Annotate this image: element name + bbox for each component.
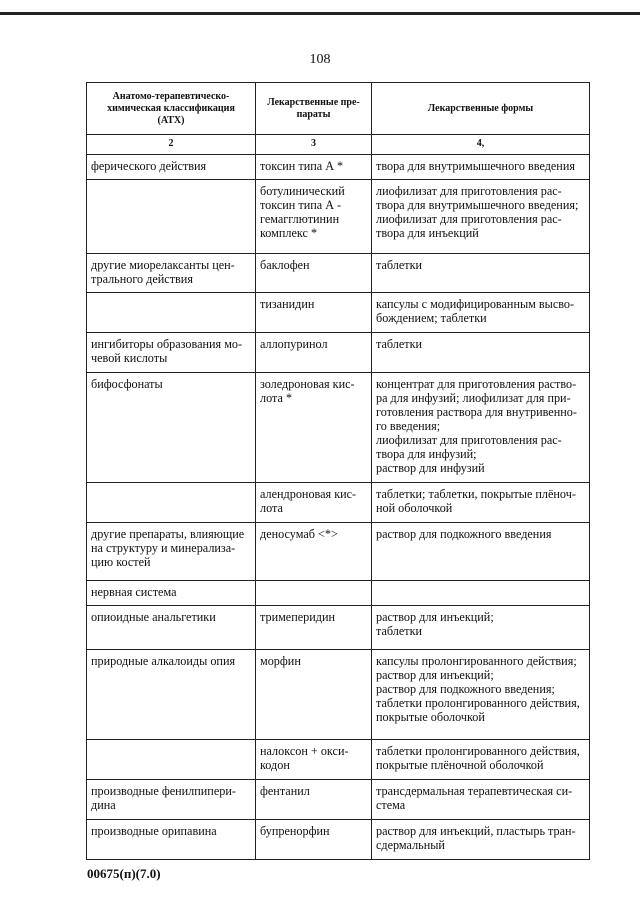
dosage-form-cell: таблетки пролонгированного действия, покрытые плёночной оболочкой — [372, 740, 590, 780]
document-code: 00675(п)(7.0) — [87, 866, 161, 881]
dosage-form-cell: раствор для подкожного введения — [372, 523, 590, 581]
drug-cell — [256, 581, 372, 606]
table-row — [87, 180, 590, 254]
atc-class-cell: ингибиторы образования мо- чевой кислоты — [87, 333, 256, 373]
atc-class-cell: другие миорелаксанты цен- трального действия — [87, 254, 256, 293]
column-number: 4, — [372, 135, 590, 155]
drug-cell: золедроновая кис- лота * — [256, 373, 372, 483]
drug-cell: морфин — [256, 650, 372, 740]
dosage-form-cell — [372, 581, 590, 606]
table-row — [87, 523, 590, 581]
table-row — [87, 606, 590, 650]
dosage-form-cell: таблетки — [372, 254, 590, 293]
dosage-form-cell: трансдермальная терапевтическая си- стема — [372, 780, 590, 820]
table-row — [87, 483, 590, 523]
dosage-form-cell: капсулы с модифицированным высво- бождением; таблетки — [372, 293, 590, 333]
table-row — [87, 155, 590, 180]
header-atc: Анатомо-терапевтическо- химическая классификация (АТХ) — [87, 83, 256, 135]
drug-cell: ботулинический токсин типа А - гемагглютинин комплекс * — [256, 180, 372, 254]
table-row — [87, 254, 590, 293]
drug-cell: тримеперидин — [256, 606, 372, 650]
atc-class-cell: производные орипавина — [87, 820, 256, 860]
table-row — [87, 333, 590, 373]
atc-class-cell: нервная система — [87, 581, 256, 606]
dosage-form-cell: таблетки — [372, 333, 590, 373]
column-number: 2 — [87, 135, 256, 155]
drug-cell: фентанил — [256, 780, 372, 820]
atc-class-cell: производные фенилпипери- дина — [87, 780, 256, 820]
drug-cell: налоксон + окси- кодон — [256, 740, 372, 780]
drug-cell: бупренорфин — [256, 820, 372, 860]
table-row — [87, 581, 590, 606]
header-forms: Лекарственные формы — [372, 83, 590, 135]
atc-class-cell: опиоидные анальгетики — [87, 606, 256, 650]
drug-cell: деносумаб <*> — [256, 523, 372, 581]
dosage-form-cell: концентрат для приготовления раство- ра для инфузий; лиофилизат для при- готовления раствора для внутривенно- го введения; лиофилизат для приготовления рас- твора для инфузий; раствор для инфузий — [372, 373, 590, 483]
drug-cell: тизанидин — [256, 293, 372, 333]
header-drugs: Лекарственные пре- параты — [256, 83, 372, 135]
dosage-form-cell: твора для внутримышечного введения — [372, 155, 590, 180]
drug-cell: аллопуринол — [256, 333, 372, 373]
table-row — [87, 650, 590, 740]
column-numbers-row — [87, 135, 590, 155]
dosage-form-cell: раствор для инъекций, пластырь тран- сдермальный — [372, 820, 590, 860]
atc-class-cell: другие препараты, влияющие на структуру и минерализа- цию костей — [87, 523, 256, 581]
atc-class-cell — [87, 483, 256, 523]
atc-class-cell — [87, 180, 256, 254]
dosage-form-cell: раствор для инъекций; таблетки — [372, 606, 590, 650]
dosage-form-cell: лиофилизат для приготовления рас- твора для внутримышечного введения; лиофилизат для приготовления рас- твора для инъекций — [372, 180, 590, 254]
table-row — [87, 740, 590, 780]
atc-class-cell: природные алкалоиды опия — [87, 650, 256, 740]
drug-cell: токсин типа А * — [256, 155, 372, 180]
dosage-form-cell: таблетки; таблетки, покрытые плёноч- ной оболочкой — [372, 483, 590, 523]
table-row — [87, 780, 590, 820]
atc-class-cell — [87, 740, 256, 780]
top-rule — [0, 12, 640, 15]
header-row — [87, 83, 590, 135]
table-row — [87, 293, 590, 333]
atc-class-cell: ферического действия — [87, 155, 256, 180]
table-row — [87, 820, 590, 860]
table-row — [87, 373, 590, 483]
atc-class-cell — [87, 293, 256, 333]
drug-cell: баклофен — [256, 254, 372, 293]
atc-drug-table — [86, 82, 590, 860]
atc-class-cell: бифосфонаты — [87, 373, 256, 483]
drug-cell: алендроновая кис- лота — [256, 483, 372, 523]
page-number: 108 — [309, 52, 331, 67]
column-number: 3 — [256, 135, 372, 155]
dosage-form-cell: капсулы пролонгированного действия; раствор для инъекций; раствор для подкожного введения; таблетки пролонгированного действия, покрытые оболочкой — [372, 650, 590, 740]
